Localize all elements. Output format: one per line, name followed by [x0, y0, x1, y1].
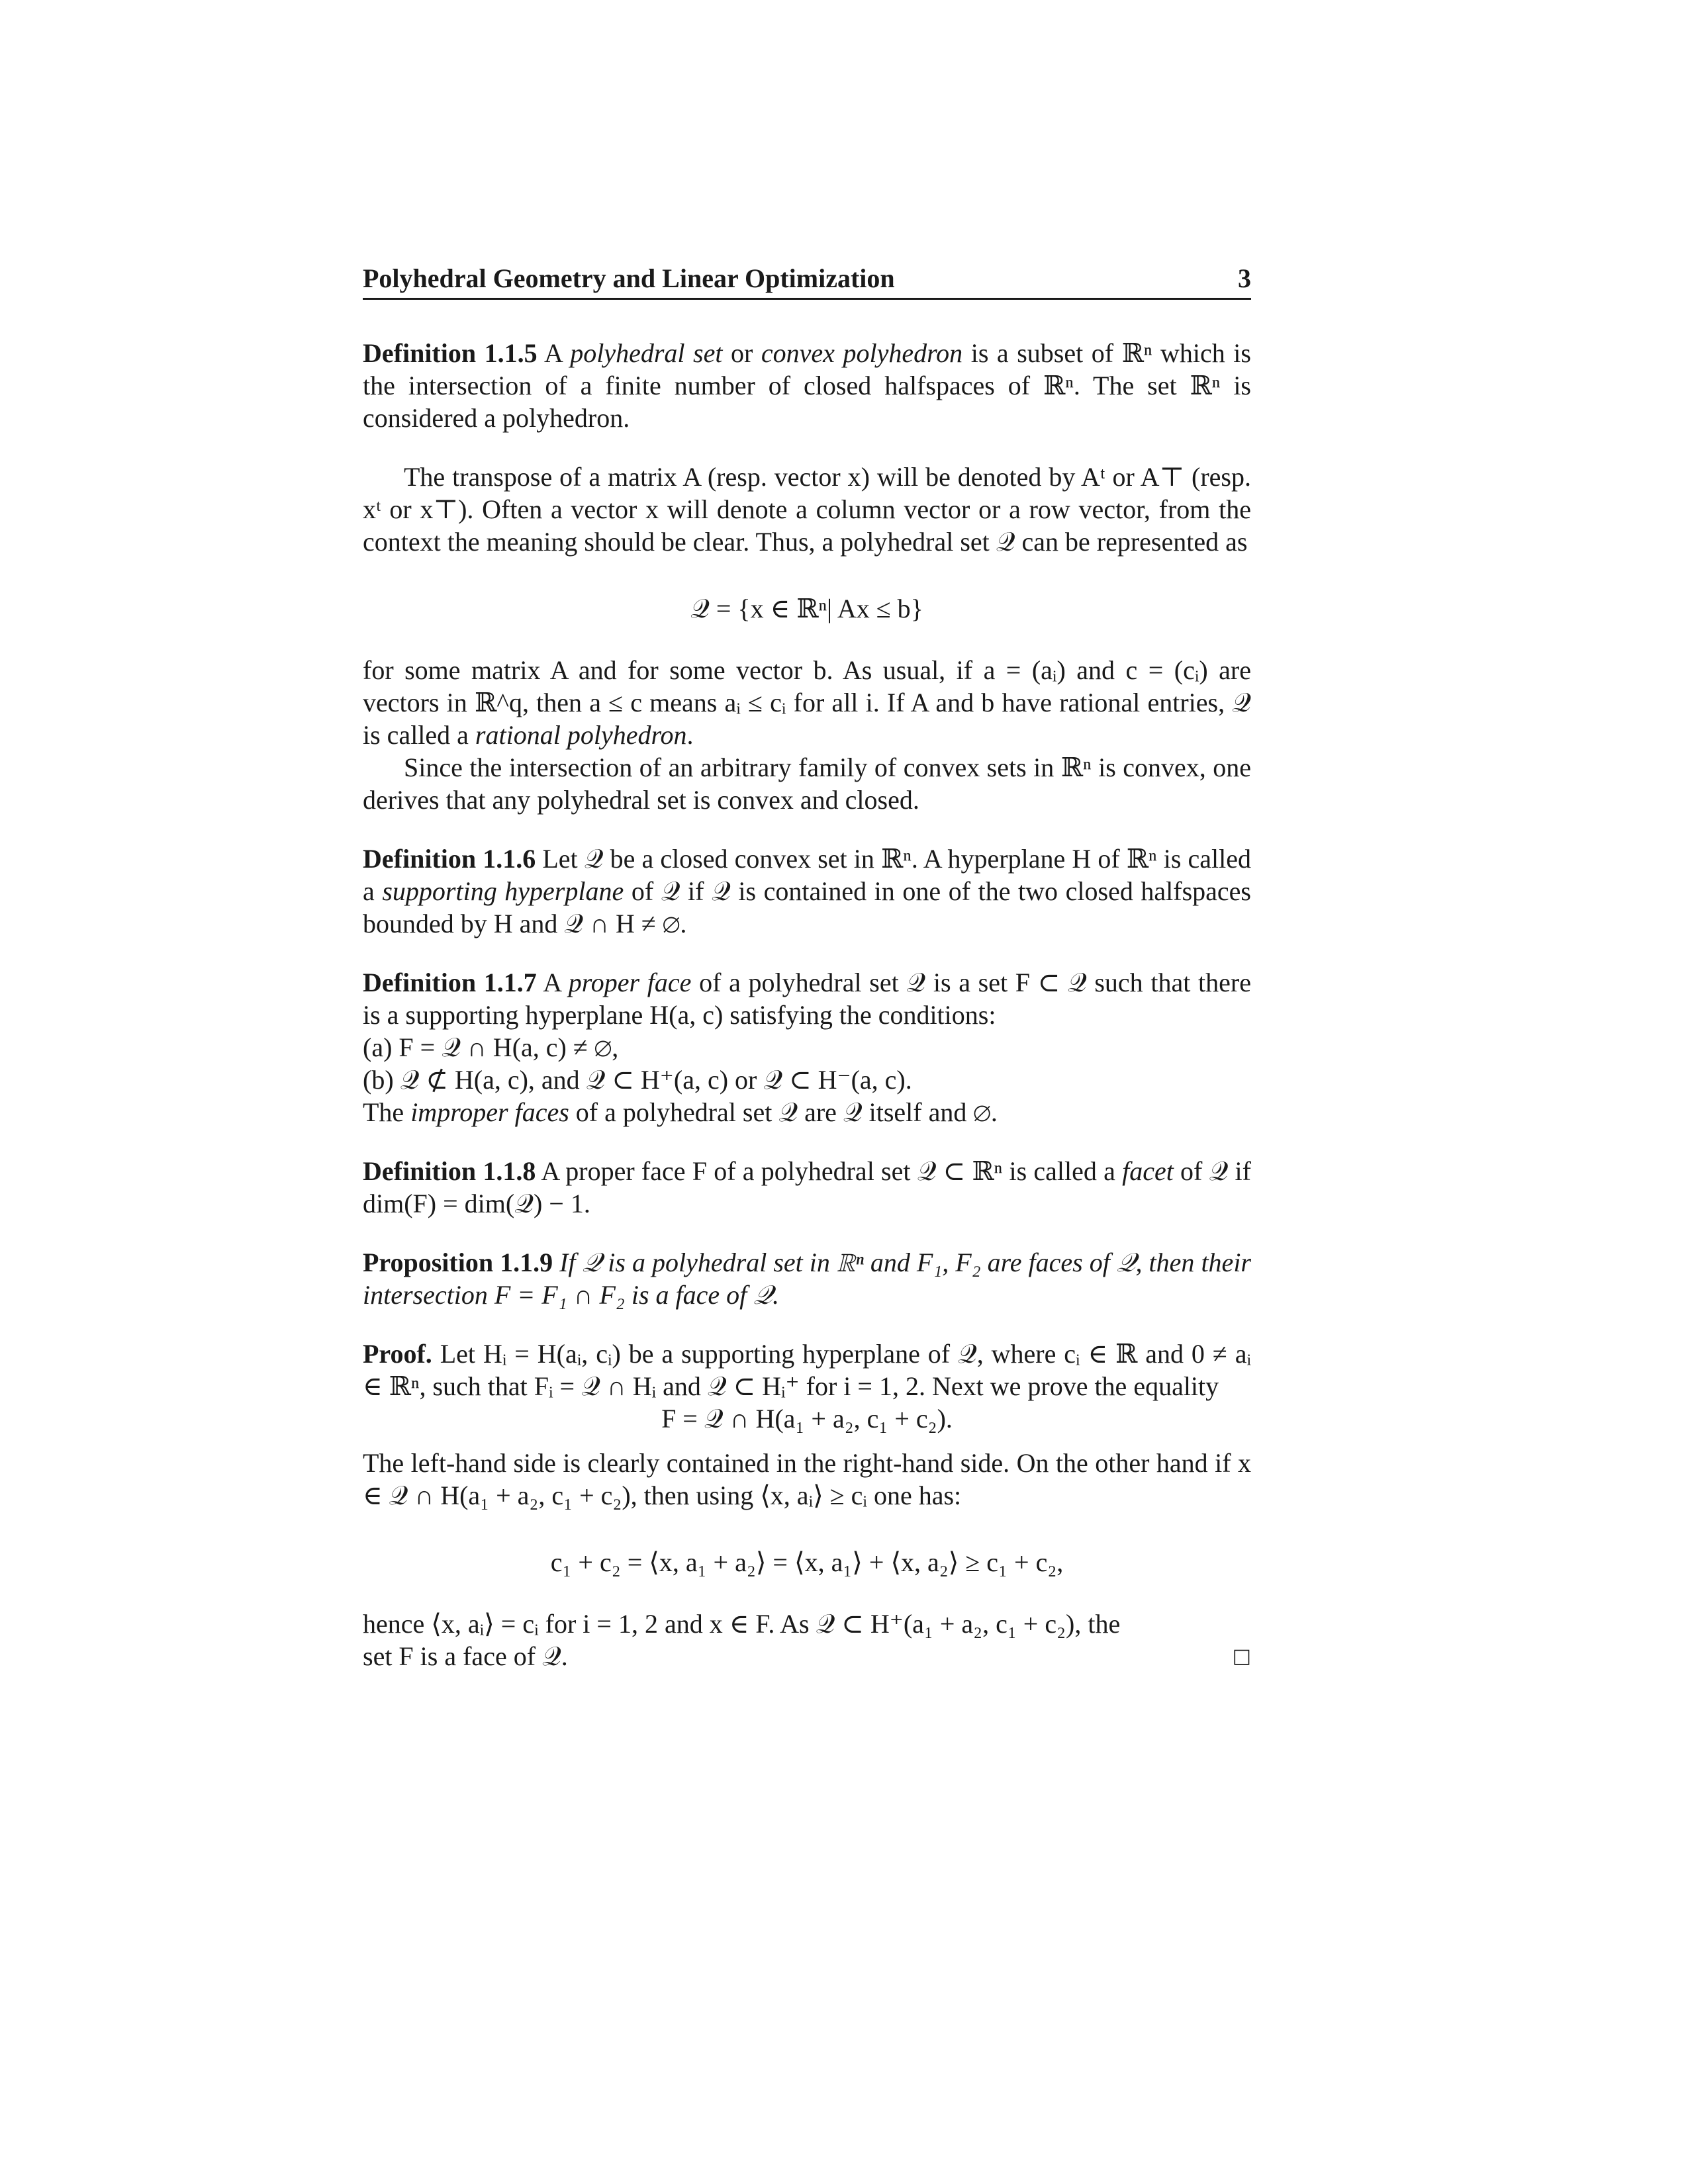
running-header [363, 263, 1251, 300]
proof: Proof. Let Hᵢ = H(aᵢ, cᵢ) be a supporting hyperplane of 𝒬, where cᵢ ∈ ℝ and 0 ≠ aᵢ ∈ ℝⁿ, such that Fᵢ = 𝒬 ∩ Hᵢ and 𝒬 ⊂ Hᵢ⁺ for i = 1, 2. Next we prove the equality F = 𝒬 ∩ H(a₁ + a₂, c₁ + c₂). The left-hand side is clearly contained in the right-hand side. On the other hand if x ∈ 𝒬 ∩ H(a₁ + a₂, c₁ + c₂), then using ⟨x, aᵢ⟩ ≥ cᵢ one has: c₁ + c₂ = ⟨x, a₁ + a₂⟩ = ⟨x, a₁⟩ + ⟨x, a₂⟩ ≥ c₁ + c₂, hence ⟨x, aᵢ⟩ = cᵢ for i = 1, 2 and x ∈ F. As 𝒬 ⊂ H⁺(a₁ + a₂, c₁ + c₂), the set F is a face of 𝒬. □ [363, 1339, 1251, 1671]
defined-term: rational polyhedron [475, 720, 687, 750]
defined-term: improper faces [410, 1097, 569, 1127]
defined-term: supporting hyperplane [382, 876, 624, 906]
definition-1-1-7: Definition 1.1.7 A proper face of a polyhedral set 𝒬 is a set F ⊂ 𝒬 such that there is a supporting hyperplane H(a, c) satisfying the conditions: (a) F = 𝒬 ∩ H(a, c) ≠ ∅, (b) 𝒬 ⊄ H(a, c), and 𝒬 ⊂ H⁺(a, c) or 𝒬 ⊂ H⁻(a, c). The improper faces of a polyhedral set 𝒬 are 𝒬 itself and ∅. [363, 968, 1251, 1127]
definition-label: Definition 1.1.7 [363, 968, 537, 997]
definition-label: Definition 1.1.5 [363, 338, 538, 368]
condition-b: (b) 𝒬 ⊄ H(a, c), and 𝒬 ⊂ H⁺(a, c) or 𝒬 ⊂ H⁻(a, c). [363, 1065, 912, 1095]
paragraph-convex: Since the intersection of an arbitrary family of convex sets in ℝⁿ is convex, one derives that any polyhedral set is convex and closed. [363, 752, 1251, 815]
definition-1-1-5: Definition 1.1.5 A polyhedral set or convex polyhedron is a subset of ℝⁿ which is the intersection of a finite number of closed halfspaces of ℝⁿ. The set ℝⁿ is considered a polyhedron. [363, 338, 1251, 433]
equation-sum: c₁ + c₂ = ⟨x, a₁ + a₂⟩ = ⟨x, a₁⟩ + ⟨x, a₂⟩ ≥ c₁ + c₂, [550, 1547, 1064, 1577]
proof-label: Proof. [363, 1339, 432, 1369]
proposition-label: Proposition 1.1.9 [363, 1248, 553, 1277]
equation-polyhedron: 𝒬 = {x ∈ ℝⁿ| Ax ≤ b} [690, 594, 923, 623]
paragraph-rational: for some matrix A and for some vector b. As usual, if a = (aᵢ) and c = (cᵢ) are vectors in ℝ^q, then a ≤ c means aᵢ ≤ cᵢ for all i. If A and b have rational entries, 𝒬 is called a rational polyhedron. Since the intersection of an arbitrary family of convex sets in ℝⁿ is convex, one derives that any polyhedral set is convex and closed. [363, 655, 1251, 815]
definition-1-1-6: Definition 1.1.6 Let 𝒬 be a closed convex set in ℝⁿ. A hyperplane H of ℝⁿ is called a supporting hyperplane of 𝒬 if 𝒬 is contained in one of the two closed halfspaces bounded by H and 𝒬 ∩ H ≠ ∅. [363, 844, 1251, 938]
proof-end-line: set F is a face of 𝒬. □ [363, 1641, 1251, 1671]
proposition-1-1-9 [363, 1246, 1251, 1311]
qed-symbol: □ [1232, 1645, 1251, 1668]
running-title: Polyhedral Geometry and Linear Optimization [363, 263, 895, 293]
definition-label: Definition 1.1.8 [363, 1156, 536, 1186]
defined-term: proper face [568, 968, 692, 997]
definition-label: Definition 1.1.6 [363, 844, 536, 874]
defined-term: polyhedral set [570, 338, 723, 368]
equation-face: F = 𝒬 ∩ H(a₁ + a₂, c₁ + c₂). [661, 1404, 953, 1433]
definition-1-1-8: Definition 1.1.8 A proper face F of a polyhedral set 𝒬 ⊂ ℝⁿ is called a facet of 𝒬 if dim(F) = dim(𝒬) − 1. [363, 1156, 1251, 1218]
book-page [363, 263, 1251, 1672]
defined-term: convex polyhedron [761, 338, 963, 368]
paragraph-transpose: The transpose of a matrix A (resp. vector x) will be denoted by Aᵗ or A⊤ (resp. xᵗ or x⊤). Often a vector x will denote a column vector or a row vector, from the context the meaning should be clear. Thus, a polyhedral set 𝒬 can be represented as [363, 462, 1251, 557]
defined-term: facet [1122, 1156, 1174, 1186]
page-number: 3 [1238, 263, 1251, 293]
condition-a: (a) F = 𝒬 ∩ H(a, c) ≠ ∅, [363, 1032, 619, 1062]
proposition-statement: If 𝒬 is a polyhedral set in ℝⁿ and F₁, F₂ are faces of 𝒬, then their intersection F = F₁ ∩ F₂ is a face of 𝒬. [363, 1248, 1251, 1310]
